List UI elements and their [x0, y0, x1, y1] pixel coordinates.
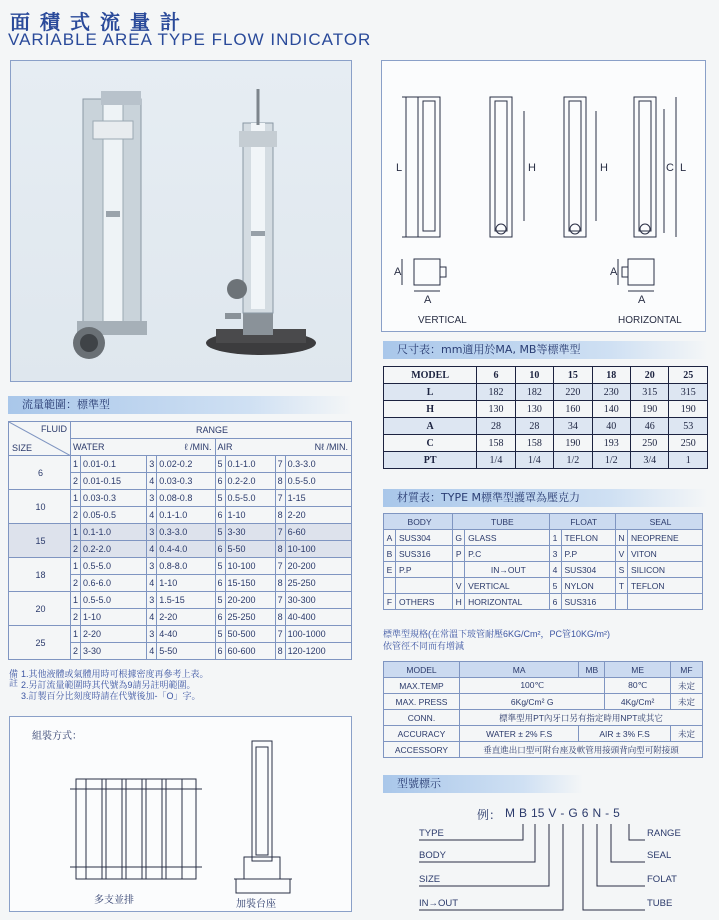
mat-code: A [384, 530, 396, 546]
dim-cell: 230 [592, 384, 630, 401]
spec-value: 6Kg/Cm² G [460, 694, 605, 710]
mat-code: H [453, 594, 465, 610]
range-code-cell: 8 [275, 473, 285, 490]
range-value-cell: 20-200 [225, 592, 275, 609]
mat-code: V [453, 578, 465, 594]
water-unit: ℓ /MIN. [147, 439, 215, 456]
dim-cell: 250 [631, 435, 669, 452]
dim-cell: 46 [631, 418, 669, 435]
mat-code: N [615, 530, 627, 546]
dim-cell: 53 [669, 418, 708, 435]
range-value-cell: 2-20 [157, 609, 215, 626]
mat-row [384, 562, 703, 578]
range-value-cell: 0.1-1.0 [157, 507, 215, 524]
range-code-cell: 7 [275, 524, 285, 541]
code-label-range: RANGE [647, 828, 681, 839]
range-code-cell: 4 [147, 575, 157, 592]
code-part: B [519, 806, 528, 820]
mounting-left-caption: 多支並排 [94, 895, 134, 906]
range-value-cell: 0.2-2.0 [81, 541, 147, 558]
mat-value: GLASS [465, 530, 549, 546]
mat-value: TEFLON [561, 530, 615, 546]
spec-value: 未定 [670, 678, 702, 694]
dim-cell: 1/4 [477, 452, 515, 469]
range-value-cell: 5-50 [157, 643, 215, 660]
dim-cell: 130 [477, 401, 515, 418]
dim-label-a: A [394, 266, 402, 278]
range-value-cell: 0.3-3.0 [285, 456, 351, 473]
range-value-cell: 0.5-5.0 [225, 490, 275, 507]
material-banner: 材質表：TYPE M標準型護罩為壓克力 [383, 489, 708, 507]
range-value-cell: 3-30 [225, 524, 275, 541]
range-row [9, 490, 352, 507]
range-value-cell: 25-250 [225, 609, 275, 626]
range-row [9, 626, 352, 643]
range-value-cell: 0.01-0.15 [81, 473, 147, 490]
page-title-en: VARIABLE AREA TYPE FLOW INDICATOR [8, 30, 372, 49]
spec-header: ME [605, 662, 671, 678]
flowmeter-illustration [11, 61, 352, 382]
flow-range-table [8, 421, 352, 660]
range-value-cell: 0.5-5.0 [81, 592, 147, 609]
mat-code: V [615, 546, 627, 562]
range-size-cell: 25 [9, 626, 71, 660]
range-value-cell: 30-300 [285, 592, 351, 609]
range-size-cell: 18 [9, 558, 71, 592]
range-value-cell: 1.5-15 [157, 592, 215, 609]
note-1: 1.其他液體或氣體用時可根據密度再參考上表。 [21, 669, 209, 679]
range-code-cell: 2 [71, 609, 81, 626]
product-photo [10, 60, 352, 382]
dim-row-pt [384, 452, 708, 469]
dimension-table [383, 366, 708, 469]
spec-value: 垂直進出口型可附台座及軟管用接頭背向型可附接頭 [460, 742, 703, 758]
mat-code: S [615, 562, 627, 578]
range-code-cell: 7 [275, 456, 285, 473]
range-code-cell: 1 [71, 592, 81, 609]
range-value-cell: 0.5-5.0 [81, 558, 147, 575]
range-code-cell: 8 [275, 575, 285, 592]
code-label-body: BODY [419, 850, 446, 861]
range-notes [8, 669, 209, 702]
vertical-caption: VERTICAL [418, 315, 467, 326]
code-part: 6 [581, 806, 589, 820]
dim-row-l [384, 384, 708, 401]
mat-value: TEFLON [627, 578, 702, 594]
spec-label: ACCESSORY [384, 742, 460, 758]
range-code-cell: 1 [71, 626, 81, 643]
range-code-cell: 4 [147, 473, 157, 490]
range-value-cell: 0.5-5.0 [285, 473, 351, 490]
dim-col: 15 [554, 367, 592, 384]
dim-cell: L [384, 384, 477, 401]
mat-value: P.C [465, 546, 549, 562]
range-value-cell: 0.03-0.3 [157, 473, 215, 490]
range-code-cell: 1 [71, 456, 81, 473]
mat-row [384, 578, 703, 594]
material-table [383, 513, 703, 610]
code-label-size: SIZE [419, 874, 441, 885]
dim-label-c: C [666, 162, 674, 174]
spec-table [383, 661, 703, 758]
range-code-cell: 2 [71, 507, 81, 524]
range-code-cell: 1 [71, 524, 81, 541]
dim-col: 25 [669, 367, 708, 384]
size-header: SIZE [12, 443, 33, 453]
dim-cell: 182 [515, 384, 553, 401]
dimension-banner: 尺寸表：mm適用於MA, MB等標準型 [383, 341, 708, 359]
mat-code: 6 [549, 594, 561, 610]
spec-header: MODEL [384, 662, 460, 678]
range-code-cell: 4 [147, 609, 157, 626]
range-value-cell: 0.4-4.0 [157, 541, 215, 558]
mounting-title: 組裝方式： [32, 731, 82, 742]
range-value-cell: 1-10 [157, 575, 215, 592]
mat-row [384, 530, 703, 546]
range-code-cell: 3 [147, 626, 157, 643]
range-value-cell: 100-1000 [285, 626, 351, 643]
page-title-cn: 面積式流量計 [10, 10, 190, 34]
dim-row-c [384, 435, 708, 452]
range-value-cell: 10-100 [225, 558, 275, 575]
note-3: 3.訂製百分比刻度時請在代號後加-「O」字。 [21, 691, 201, 701]
dim-cell: 1/2 [592, 452, 630, 469]
mat-value: VERTICAL [465, 578, 549, 594]
range-code-cell: 8 [275, 643, 285, 660]
range-value-cell: 0.1-1.0 [225, 456, 275, 473]
spec-note-line1: 標準型規格(在常溫下玻管耐壓6KG/Cm²，PC管10KG/m²) [383, 629, 611, 639]
dim-cell: 160 [554, 401, 592, 418]
code-label-inout: IN→OUT [419, 898, 459, 909]
range-value-cell: 1-15 [285, 490, 351, 507]
range-value-cell: 25-250 [285, 575, 351, 592]
spec-value: 4Kg/Cm² [605, 694, 671, 710]
code-label-seal: SEAL [647, 850, 672, 861]
range-size-cell: 10 [9, 490, 71, 524]
range-value-cell: 15-150 [225, 575, 275, 592]
spec-label: MAX.TEMP [384, 678, 460, 694]
range-value-cell: 0.01-0.1 [81, 456, 147, 473]
range-code-cell: 4 [147, 507, 157, 524]
mat-code: F [384, 594, 396, 610]
spec-value: 80℃ [605, 678, 671, 694]
dim-cell: 40 [592, 418, 630, 435]
dim-cell: 140 [592, 401, 630, 418]
dim-cell: 182 [477, 384, 515, 401]
dim-cell: 34 [554, 418, 592, 435]
dim-cell: 158 [515, 435, 553, 452]
dim-col: 10 [515, 367, 553, 384]
spec-label: MAX. PRESS [384, 694, 460, 710]
dim-cell: 220 [554, 384, 592, 401]
range-value-cell: 5-50 [225, 541, 275, 558]
mounting-drawing [10, 717, 353, 913]
dim-label-h: H [528, 162, 536, 174]
mat-code: B [384, 546, 396, 562]
code-part: V [548, 806, 557, 820]
mat-value [396, 578, 453, 594]
spec-label: ACCURACY [384, 726, 460, 742]
air-unit: Nℓ /MIN. [275, 439, 351, 456]
air-header: AIR [215, 439, 275, 456]
range-size-cell: 15 [9, 524, 71, 558]
range-code-cell: 7 [275, 490, 285, 507]
range-size-cell: 20 [9, 592, 71, 626]
mat-code [615, 594, 627, 610]
mat-code: 3 [549, 546, 561, 562]
range-code-cell: 1 [71, 558, 81, 575]
mat-value [627, 594, 702, 610]
code-label-tube: TUBE [647, 898, 673, 909]
dim-cell: 1 [669, 452, 708, 469]
range-code-cell: 4 [147, 643, 157, 660]
range-size-cell: 6 [9, 456, 71, 490]
mat-value: SUS304 [396, 530, 453, 546]
dim-cell: PT [384, 452, 477, 469]
spec-header: MA [460, 662, 579, 678]
range-code-cell: 8 [275, 507, 285, 524]
range-value-cell: 0.08-0.8 [157, 490, 215, 507]
dim-label-l: L [396, 162, 403, 174]
mat-value: IN→OUT [465, 562, 549, 578]
mat-code: G [453, 530, 465, 546]
range-value-cell: 0.3-3.0 [157, 524, 215, 541]
mat-value: SUS316 [561, 594, 615, 610]
range-value-cell: 2-20 [285, 507, 351, 524]
mat-code: 5 [549, 578, 561, 594]
dim-cell: 315 [631, 384, 669, 401]
spec-value: WATER ± 2% F.S [460, 726, 579, 742]
range-header: RANGE [71, 422, 352, 439]
dim-label-l2: L [680, 162, 687, 174]
spec-value: 100℃ [460, 678, 605, 694]
dim-col: 18 [592, 367, 630, 384]
code-part: N [592, 806, 602, 820]
range-row [9, 558, 352, 575]
spec-label: CONN. [384, 710, 460, 726]
range-value-cell: 2-20 [81, 626, 147, 643]
range-code-cell: 5 [215, 524, 225, 541]
dim-cell: H [384, 401, 477, 418]
dim-cell: C [384, 435, 477, 452]
mat-code: E [384, 562, 396, 578]
mat-header-seal: SEAL [615, 514, 702, 530]
range-value-cell: 0.2-2.0 [225, 473, 275, 490]
dim-label-a2: A [424, 294, 432, 306]
mat-value: SUS304 [561, 562, 615, 578]
dim-cell: 190 [631, 401, 669, 418]
spec-note-line2: 依管徑不同而有增減 [383, 641, 465, 651]
code-label-float: FOLAT [647, 874, 677, 885]
spec-header: MB [579, 662, 605, 678]
range-value-cell: 0.02-0.2 [157, 456, 215, 473]
range-value-cell: 10-100 [285, 541, 351, 558]
dim-cell: 315 [669, 384, 708, 401]
range-value-cell: 6-60 [285, 524, 351, 541]
range-value-cell: 0.6-6.0 [81, 575, 147, 592]
dim-cell: 250 [669, 435, 708, 452]
code-part: - [605, 806, 610, 820]
code-part: 5 [613, 806, 620, 820]
example-label: 例： [477, 808, 502, 822]
mat-row [384, 546, 703, 562]
range-code-cell: 6 [215, 473, 225, 490]
dim-cell: 28 [515, 418, 553, 435]
spec-value: AIR ± 3% F.S [579, 726, 671, 742]
dim-cell: 190 [669, 401, 708, 418]
mat-value: SUS316 [396, 546, 453, 562]
range-code-cell: 2 [71, 473, 81, 490]
mat-value: SILICON [627, 562, 702, 578]
range-code-cell: 2 [71, 575, 81, 592]
mounting-section [9, 716, 352, 912]
code-part: 15 [531, 806, 545, 820]
range-value-cell: 0.03-0.3 [81, 490, 147, 507]
range-code-cell: 6 [215, 507, 225, 524]
range-row [9, 592, 352, 609]
range-code-cell: 8 [275, 609, 285, 626]
range-code-cell: 3 [147, 592, 157, 609]
mat-value: VITON [627, 546, 702, 562]
range-code-cell: 6 [215, 575, 225, 592]
range-code-cell: 5 [215, 558, 225, 575]
code-part: - [560, 806, 565, 820]
mat-code: T [615, 578, 627, 594]
dim-cell: 130 [515, 401, 553, 418]
dim-cell: A [384, 418, 477, 435]
range-corner-cell [9, 422, 71, 456]
mat-value: P.P [396, 562, 453, 578]
range-code-cell: 7 [275, 626, 285, 643]
dim-row-h [384, 401, 708, 418]
spec-header: MF [670, 662, 702, 678]
range-value-cell: 0.8-8.0 [157, 558, 215, 575]
mat-code: 1 [549, 530, 561, 546]
dim-label-h2: H [600, 162, 608, 174]
code-label-type: TYPE [419, 828, 444, 839]
range-code-cell: 8 [275, 541, 285, 558]
range-code-cell: 1 [71, 490, 81, 507]
range-row [9, 524, 352, 541]
mat-value: OTHERS [396, 594, 453, 610]
mat-code: P [453, 546, 465, 562]
dim-cell: 1/2 [554, 452, 592, 469]
mat-value: HORIZONTAL [465, 594, 549, 610]
dim-label-a4: A [638, 294, 646, 306]
dim-cell: 158 [477, 435, 515, 452]
spec-value: 標準型用PT內牙口另有指定時用NPT或其它 [460, 710, 703, 726]
range-value-cell: 3-30 [81, 643, 147, 660]
dim-cell: 193 [592, 435, 630, 452]
range-code-cell: 3 [147, 558, 157, 575]
water-header: WATER [71, 439, 147, 456]
spec-value: 未定 [670, 694, 702, 710]
range-code-cell: 5 [215, 490, 225, 507]
range-value-cell: 4-40 [157, 626, 215, 643]
mat-header-float: FLOAT [549, 514, 615, 530]
dim-label-a3: A [610, 266, 618, 278]
mat-value: NYLON [561, 578, 615, 594]
spec-value: 未定 [670, 726, 702, 742]
range-value-cell: 0.05-0.5 [81, 507, 147, 524]
code-banner: 型號標示 [383, 775, 583, 793]
range-code-cell: 3 [147, 524, 157, 541]
mat-header-body: BODY [384, 514, 453, 530]
horizontal-caption: HORIZONTAL [618, 315, 682, 326]
range-value-cell: 1-10 [225, 507, 275, 524]
mat-value: P.P [561, 546, 615, 562]
mat-code [453, 562, 465, 578]
mat-value: NEOPRENE [627, 530, 702, 546]
mounting-right-caption: 加裝台座 [236, 899, 276, 910]
dim-cell: 190 [554, 435, 592, 452]
range-code-cell: 3 [147, 456, 157, 473]
range-value-cell: 0.1-1.0 [81, 524, 147, 541]
mat-row [384, 594, 703, 610]
dim-col: 6 [477, 367, 515, 384]
range-value-cell: 120-1200 [285, 643, 351, 660]
code-part: G [568, 806, 578, 820]
dim-cell: 3/4 [631, 452, 669, 469]
mat-code: 4 [549, 562, 561, 578]
range-code-cell: 5 [215, 626, 225, 643]
dim-row-a [384, 418, 708, 435]
mat-header-tube: TUBE [453, 514, 549, 530]
range-code-cell: 7 [275, 558, 285, 575]
spec-note [383, 628, 610, 652]
model-code-diagram [383, 800, 713, 918]
range-code-cell: 6 [215, 643, 225, 660]
range-code-cell: 4 [147, 541, 157, 558]
dim-cell: 28 [477, 418, 515, 435]
range-code-cell: 5 [215, 456, 225, 473]
range-code-cell: 6 [215, 609, 225, 626]
range-code-cell: 3 [147, 490, 157, 507]
range-value-cell: 20-200 [285, 558, 351, 575]
range-code-cell: 5 [215, 592, 225, 609]
range-code-cell: 2 [71, 643, 81, 660]
dimension-diagram [381, 60, 706, 332]
fluid-header: FLUID [40, 424, 67, 434]
notes-side-label: 備註 [8, 669, 18, 687]
range-value-cell: 1-10 [81, 609, 147, 626]
range-code-cell: 7 [275, 592, 285, 609]
range-value-cell: 40-400 [285, 609, 351, 626]
range-row [9, 456, 352, 473]
range-code-cell: 2 [71, 541, 81, 558]
dim-col: 20 [631, 367, 669, 384]
dim-cell: 1/4 [515, 452, 553, 469]
range-code-cell: 6 [215, 541, 225, 558]
code-part: M [505, 806, 516, 820]
note-2: 2.另訂流量範圍時其代號為9請另註明範圍。 [21, 680, 196, 690]
dim-col-model: MODEL [384, 367, 477, 384]
mat-code [384, 578, 396, 594]
range-banner: 流量範圍：標準型 [8, 396, 352, 414]
range-value-cell: 60-600 [225, 643, 275, 660]
range-value-cell: 50-500 [225, 626, 275, 643]
